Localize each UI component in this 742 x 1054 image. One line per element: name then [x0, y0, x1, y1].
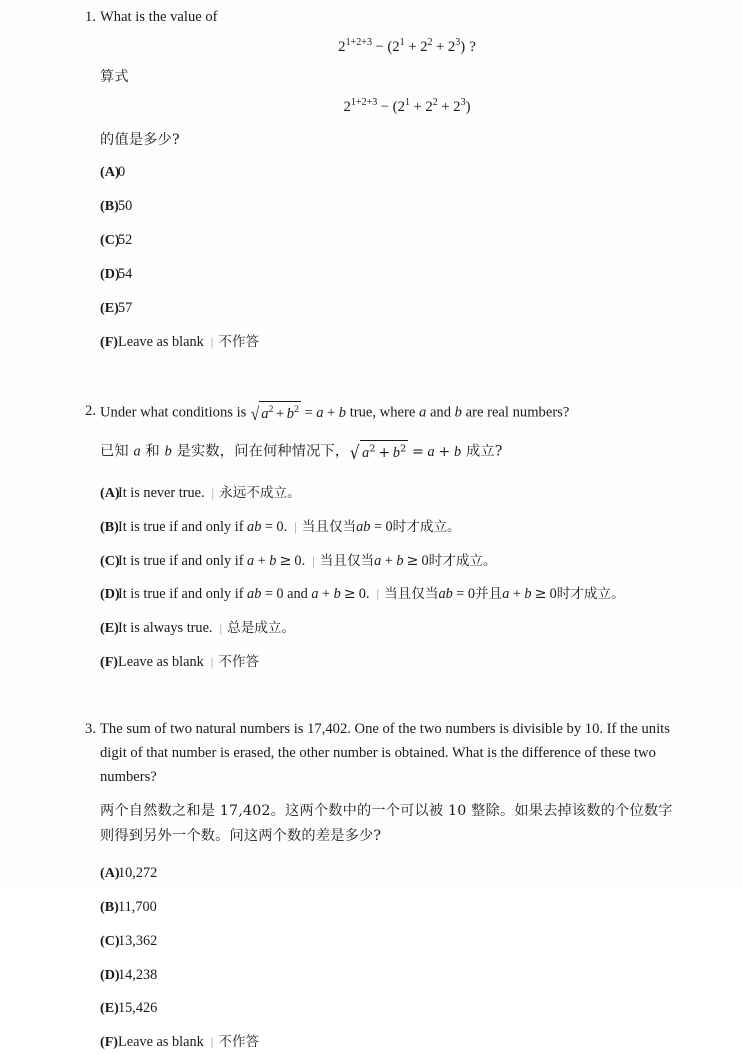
option-2-d-chinese-math: ab = 0并且a + b ≥ 0: [438, 586, 557, 603]
option-1-f-label: (F): [100, 334, 118, 351]
question-3-stem: [85, 718, 680, 789]
question-2-stem: [85, 400, 694, 430]
option-2-d-pre: It is true if and only if: [118, 586, 244, 603]
option-2-b-chinese-post: 时才成立。: [392, 518, 461, 535]
question-2-cn-part3: 成立?: [465, 444, 503, 461]
option-3-a[interactable]: [100, 863, 680, 884]
option-1-e[interactable]: [100, 298, 694, 319]
option-separator: |: [376, 586, 380, 602]
option-2-a-chinese: 永远不成立。: [219, 484, 301, 501]
option-2-e-label: (E): [100, 620, 119, 637]
option-2-a-text: It is never true.: [118, 484, 205, 501]
option-2-a-label: (A): [100, 484, 120, 501]
option-3-b[interactable]: [100, 897, 680, 918]
option-3-b-text: 11,700: [118, 898, 157, 915]
option-1-c[interactable]: [100, 230, 694, 251]
option-1-d-label: (D): [100, 266, 120, 283]
option-1-a[interactable]: [100, 162, 694, 183]
option-3-f-text: Leave as blank: [118, 1034, 204, 1051]
option-1-e-label: (E): [100, 300, 119, 317]
option-2-b-math: ab = 0.: [247, 518, 288, 535]
question-3-number: 3.: [85, 721, 96, 738]
option-3-e-label: (E): [100, 1000, 119, 1017]
option-2-c-chinese-post: 时才成立。: [428, 552, 497, 569]
option-2-e-chinese: 总是成立。: [227, 620, 296, 637]
option-2-c-chinese-pre: 当且仅当: [319, 552, 375, 569]
option-3-d-text: 14,238: [118, 966, 158, 983]
option-2-c-label: (C): [100, 552, 120, 569]
question-1-stem-text: What is the value of: [100, 9, 218, 25]
option-2-b-label: (B): [100, 518, 119, 535]
option-2-d[interactable]: [100, 584, 694, 605]
question-2-number: 2.: [85, 403, 96, 420]
option-3-d[interactable]: [100, 965, 680, 986]
option-3-b-label: (B): [100, 898, 119, 915]
option-2-e-text: It is always true.: [118, 620, 213, 637]
option-1-f[interactable]: [100, 332, 694, 353]
question-2-stem-and: and: [429, 404, 452, 421]
question-2: [0, 400, 742, 674]
option-3-e-text: 15,426: [118, 1000, 158, 1017]
question-3-chinese: 两个自然数之和是 17,402。这两个数中的一个可以被 10 整除。如果去掉该数的个位数字则得到另外一个数。问这两个数的差是多少?: [100, 803, 673, 845]
question-2-stem-part3: are real numbers?: [465, 404, 570, 421]
option-separator: |: [211, 484, 215, 500]
option-separator: |: [210, 654, 214, 670]
question-1-display-math-2: $2^{1+2+3} - (2^1 + 2^2 + 2^3)$: [343, 97, 471, 116]
option-3-a-label: (A): [100, 864, 120, 881]
question-1-options: [100, 162, 694, 353]
question-2-stem-part2: true, where: [349, 404, 416, 421]
option-3-c-text: 13,362: [118, 932, 158, 949]
question-2-var-a: a: [418, 404, 427, 421]
option-2-d-chinese-post: 时才成立。: [556, 586, 625, 603]
option-3-a-text: 10,272: [118, 864, 158, 881]
question-1-stem: [85, 6, 694, 30]
option-2-e[interactable]: [100, 618, 694, 639]
option-separator: |: [210, 334, 214, 350]
option-separator: |: [312, 552, 315, 568]
option-separator: |: [219, 620, 223, 636]
option-3-f[interactable]: [100, 1032, 680, 1053]
question-2-var-b: b: [454, 404, 462, 421]
option-2-b-chinese-pre: 当且仅当: [301, 518, 357, 535]
option-2-d-chinese-pre: 当且仅当: [384, 586, 439, 603]
question-gap-1-2: [0, 366, 742, 400]
option-1-c-label: (C): [100, 232, 120, 249]
option-1-a-text: 0: [118, 164, 126, 181]
question-2-stem-math: √ $a^2 + b^2 = a + b$: [250, 405, 346, 421]
option-3-d-label: (D): [100, 966, 120, 983]
option-2-d-label: (D): [100, 586, 120, 603]
question-1: [0, 0, 742, 354]
question-2-chinese: [100, 438, 694, 469]
option-1-a-label: (A): [100, 164, 120, 181]
option-1-e-text: 57: [118, 300, 133, 317]
question-3-stem-text: The sum of two natural numbers is 17,402. One of the two numbers is divisible by 10. If the units digit of that number is erased, the other number is obtained. What is the difference of these two numbers?: [100, 721, 670, 785]
question-3-options: [100, 863, 680, 1054]
option-2-f-chinese: 不作答: [218, 654, 260, 671]
option-2-c[interactable]: [100, 551, 694, 572]
option-separator: |: [294, 518, 297, 534]
option-1-b-text: 50: [118, 198, 133, 215]
question-2-options: [100, 483, 694, 674]
question-2-cn-math: √ $a^2 + b^2 = a + b$: [349, 444, 461, 460]
option-2-b-chinese-math: ab = 0: [356, 518, 393, 535]
option-1-f-chinese: 不作答: [218, 334, 260, 351]
question-3: [0, 718, 742, 1054]
question-1-display-math-1: $2^{1+2+3} - (2^1 + 2^2 + 2^3)$ ?: [338, 36, 476, 55]
option-3-f-chinese: 不作答: [218, 1034, 260, 1051]
option-1-d-text: 54: [118, 266, 133, 283]
option-1-c-text: 52: [118, 232, 133, 249]
option-2-f[interactable]: [100, 652, 694, 673]
question-2-stem-text: [100, 400, 694, 430]
question-2-stem-part1: Under what conditions is: [100, 404, 247, 421]
option-separator: |: [210, 1034, 214, 1050]
option-2-d-math: ab = 0 and a + b ≥ 0.: [247, 586, 370, 603]
option-2-f-label: (F): [100, 654, 118, 671]
option-1-b[interactable]: [100, 196, 694, 217]
option-3-f-label: (F): [100, 1034, 118, 1051]
option-3-c-label: (C): [100, 932, 120, 949]
option-2-a[interactable]: [100, 483, 694, 504]
question-gap-2-3: [0, 686, 742, 718]
question-2-cn-part1: 已知: [100, 444, 129, 461]
question-1-chinese-lead: 算式: [100, 68, 129, 85]
question-1-chinese-tail: 的值是多少?: [100, 132, 180, 149]
option-2-c-chinese-math: a + b ≥ 0: [374, 552, 429, 569]
question-1-number: 1.: [85, 9, 96, 25]
question-2-cn-he: 和: [145, 444, 160, 461]
question-2-cn-var-a: a: [133, 444, 141, 461]
question-2-cn-part2: 是实数，问在何种情况下，: [176, 444, 350, 461]
question-2-cn-var-b: b: [164, 444, 172, 461]
option-1-d[interactable]: [100, 264, 694, 285]
option-1-f-text: Leave as blank: [118, 334, 204, 351]
option-2-c-math: a + b ≥ 0.: [247, 552, 306, 569]
option-2-c-pre: It is true if and only if: [118, 552, 244, 569]
option-2-f-text: Leave as blank: [118, 654, 204, 671]
option-3-e[interactable]: [100, 998, 680, 1019]
option-3-c[interactable]: [100, 931, 680, 952]
option-2-b-pre: It is true if and only if: [118, 518, 244, 535]
option-2-b[interactable]: [100, 517, 694, 538]
option-1-b-label: (B): [100, 198, 119, 215]
